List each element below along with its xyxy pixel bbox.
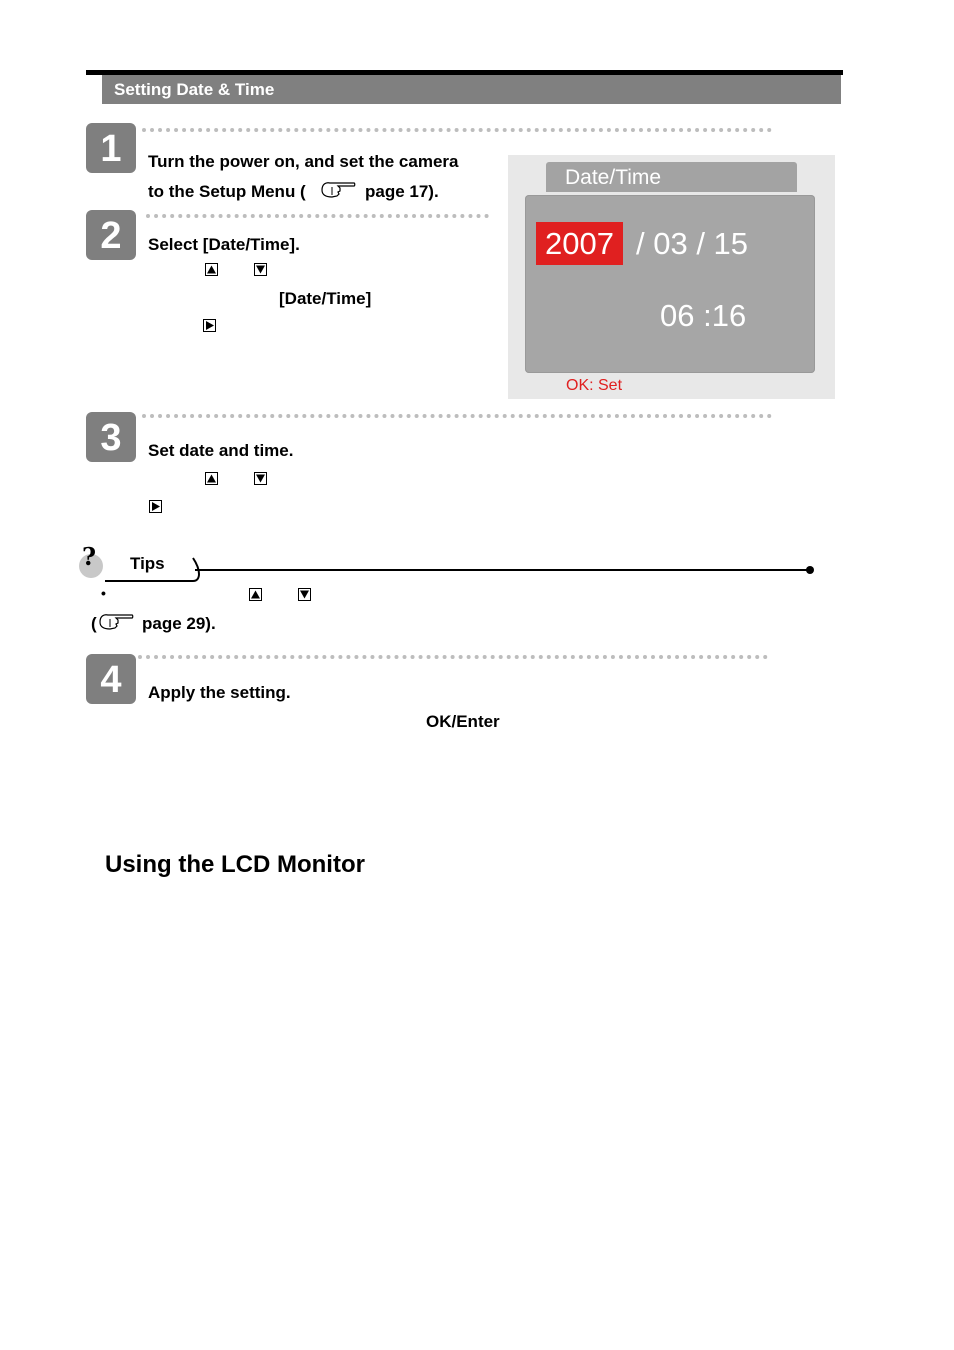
lcd-title-tab bbox=[546, 162, 797, 192]
step-1-line-2-a: to the Setup Menu ( bbox=[148, 182, 306, 201]
tips-ref-open: ( bbox=[91, 614, 97, 633]
step-1-line-1: Turn the power on, and set the camera bbox=[148, 152, 459, 171]
down-key-icon bbox=[298, 588, 311, 601]
step-1-line-2 bbox=[148, 182, 306, 202]
section-heading: Using the LCD Monitor bbox=[105, 851, 365, 878]
step-3-badge: 3 bbox=[86, 412, 136, 462]
tips-label: Tips bbox=[130, 554, 165, 573]
step-2-title: Select [Date/Time]. bbox=[148, 235, 300, 254]
up-key-icon bbox=[205, 472, 218, 485]
pointing-hand-icon bbox=[98, 610, 134, 632]
step-4-title: Apply the setting. bbox=[148, 683, 291, 702]
lcd-title: Date/Time bbox=[565, 166, 662, 189]
step-3-title: Set date and time. bbox=[148, 441, 294, 460]
section-header bbox=[102, 75, 841, 104]
section-title: Setting Date & Time bbox=[114, 80, 275, 99]
step-2-badge: 2 bbox=[86, 210, 136, 260]
lcd-year-field: 2007 bbox=[536, 222, 623, 265]
dotted-divider bbox=[142, 128, 772, 132]
down-key-icon bbox=[254, 263, 267, 276]
tips-page-ref: page 29). bbox=[142, 614, 216, 633]
step-2-menu-item: [Date/Time] bbox=[279, 289, 372, 308]
pointing-hand-icon bbox=[320, 178, 356, 200]
step-1-page-ref: page 17). bbox=[365, 182, 439, 201]
step-4-key: OK/Enter bbox=[426, 712, 500, 731]
tips-rule bbox=[105, 556, 817, 586]
lcd-time: 06 :16 bbox=[660, 298, 747, 333]
dotted-divider bbox=[146, 214, 489, 218]
down-key-icon bbox=[254, 472, 267, 485]
right-key-icon bbox=[203, 319, 216, 332]
step-1-badge: 1 bbox=[86, 123, 136, 173]
right-key-icon bbox=[149, 500, 162, 513]
question-mark-icon bbox=[78, 544, 104, 578]
up-key-icon bbox=[205, 263, 218, 276]
up-key-icon bbox=[249, 588, 262, 601]
tips-bullet: • bbox=[101, 585, 106, 601]
lcd-ok-hint: OK: Set bbox=[566, 377, 623, 394]
lcd-month-day: / 03 / 15 bbox=[636, 226, 749, 261]
svg-text:?: ? bbox=[81, 544, 97, 571]
step-4-badge: 4 bbox=[86, 654, 136, 704]
dotted-divider bbox=[138, 655, 768, 659]
dotted-divider bbox=[142, 414, 772, 418]
